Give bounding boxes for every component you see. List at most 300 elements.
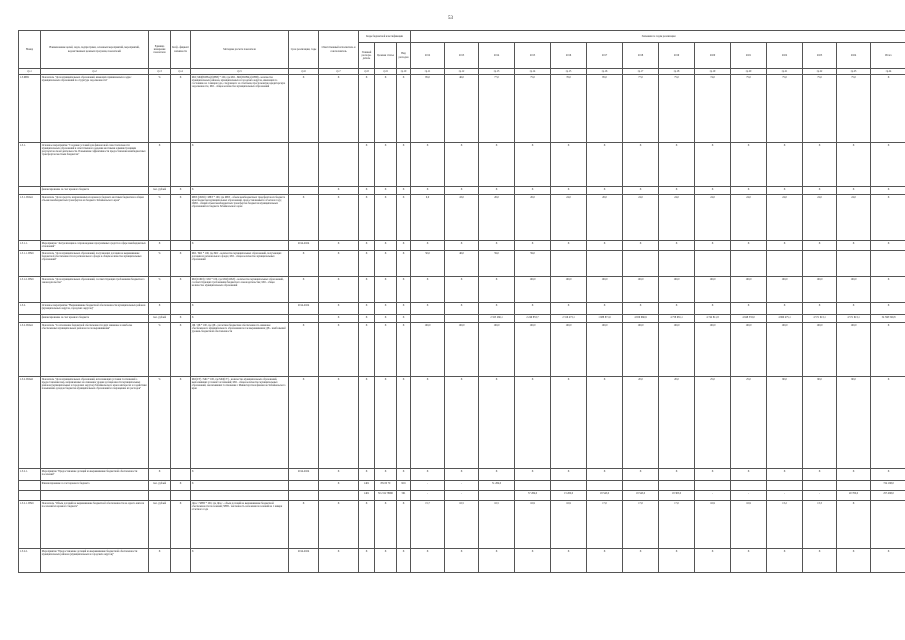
table-cell: 76,0	[551, 75, 587, 143]
table-cell: X	[191, 303, 289, 315]
table-cell	[171, 143, 191, 187]
table-cell: 2014-2024	[289, 549, 319, 573]
table-cell: Показатель "Доля средств, направляемых из краевого бюджета местным бюджетам в общем объеме межбюджетных трансфертов из бюджета Забайкальского края"	[41, 195, 149, 241]
table-cell: %	[149, 75, 171, 143]
table-cell: 18 305,0	[659, 491, 695, 501]
table-cell: X	[171, 377, 191, 469]
table-cell: 100,0	[479, 323, 515, 377]
table-cell: X	[397, 143, 411, 187]
table-cell: 57 284,0	[515, 491, 551, 501]
table-cell: X	[587, 143, 623, 187]
table-cell	[19, 481, 41, 491]
table-cell: 20,0	[659, 377, 695, 469]
table-cell: X	[191, 315, 289, 323]
table-cell: X	[411, 377, 445, 469]
table-cell: 16,9	[551, 501, 587, 549]
table-cell: МО(СУ) / МО * 100, где МО(СУ) - количество муниципальных образований, выполнивших условия Соглашений; МО - общее количество муниципальных образований, заключивших Соглашения с Министерством финансов Забайкальского края	[191, 377, 289, 469]
table-cell: 100,0	[445, 323, 479, 377]
table-cell: X	[587, 377, 623, 469]
table-cell: X	[731, 143, 767, 187]
table-cell: 4 571 613,1	[837, 315, 871, 323]
table-cell: X	[397, 251, 411, 277]
column-number-cell: гр.20	[731, 69, 767, 75]
table-cell: 100,0	[515, 323, 551, 377]
table-cell	[289, 315, 319, 323]
col-header-budget-codes: Коды бюджетной классификации	[359, 31, 411, 43]
table-cell: 2 316 473,1	[551, 315, 587, 323]
table-cell: 75,0	[731, 75, 767, 143]
table-cell: X	[695, 469, 731, 481]
table-cell: 54 598 329,8	[871, 315, 905, 323]
table-cell: 46,0	[445, 75, 479, 143]
table-cell: МО; МО(ПОНА)/(ОНИ) * 100, где МО - МО(ПОНА)/(ОНИ) - количество муниципальных районов, муниципальных и городских округов, имеющих по состоянию на 1 января года, следующего за отчетным, просроченную кредиторскую задолженность; МО - общее количество муниципальных образований	[191, 75, 289, 143]
table-cell	[289, 187, 319, 195]
table-cell: 1.3.2. ПОм1	[19, 323, 41, 377]
table-cell: X	[623, 241, 659, 251]
table-cell: X	[411, 187, 445, 195]
table-cell: 100,0	[411, 323, 445, 377]
table-cell: X	[445, 277, 479, 303]
table-cell: Финансирование за счет краевого бюджета	[41, 481, 149, 491]
table-cell	[695, 481, 731, 491]
column-number-cell: гр.4	[171, 69, 191, 75]
table-cell: X	[659, 303, 695, 315]
table-cell: X	[319, 549, 359, 573]
table-cell: 59,0	[479, 251, 515, 277]
table-cell: 75,0	[837, 75, 871, 143]
table-cell: X	[551, 549, 587, 573]
table-cell: Мероприятие "Актуализация и сопровождение программных средств в сфере межбюджетных отношений"	[41, 241, 149, 251]
table-cell: 1401	[359, 481, 375, 491]
table-cell: 16,5	[479, 501, 515, 549]
table-cell: X	[411, 469, 445, 481]
table-cell	[551, 481, 587, 491]
table-cell: X	[375, 323, 397, 377]
table-cell: X	[871, 303, 905, 315]
program-table-sheet	[18, 30, 896, 630]
table-cell: 100,0	[837, 277, 871, 303]
table-cell	[319, 491, 359, 501]
table-cell: 13,2	[767, 501, 803, 549]
table-cell: 1.3.2.1. ПМ1	[19, 501, 41, 549]
table-cell: X	[411, 549, 445, 573]
table-cell: X	[731, 187, 767, 195]
column-number-cell: гр.9	[375, 69, 397, 75]
table-cell	[871, 501, 905, 549]
table-cell: X	[375, 469, 397, 481]
table-cell: X	[767, 303, 803, 315]
table-cell: X	[319, 251, 359, 277]
table-cell: X	[659, 187, 695, 195]
table-cell: X	[731, 303, 767, 315]
table-cell: Показатель "Доля муниципальных образований, исполняющих условия Соглашений о предоставлении мер, направленных на снижение уровня дотационности муниципальных районов (муниципальных и городских округов) Забайкальского края в интересах и содействии повышению доходов бюджетов муниципальных образований и сокращению их расходов"	[41, 377, 149, 469]
table-cell: X	[375, 143, 397, 187]
table-cell: X	[397, 549, 411, 573]
table-cell	[803, 251, 837, 277]
table-cell: X	[397, 501, 411, 549]
table-cell: X	[479, 143, 515, 187]
column-number-cell: гр.22	[803, 69, 837, 75]
table-cell: 100,0	[587, 323, 623, 377]
table-cell	[19, 491, 41, 501]
table-cell: 75,0	[515, 75, 551, 143]
table-cell: X	[359, 469, 375, 481]
table-cell: X	[319, 469, 359, 481]
table-cell: %	[149, 195, 171, 241]
table-cell	[411, 315, 445, 323]
table-cell: 85,0	[411, 75, 445, 143]
table-cell	[171, 491, 191, 501]
table-cell: финансирование за счет краевого бюджета	[41, 315, 149, 323]
table-cell: X	[319, 481, 359, 491]
table-cell: X	[375, 251, 397, 277]
table-cell: X	[445, 187, 479, 195]
table-cell: X	[767, 549, 803, 573]
table-cell: 13,3	[803, 501, 837, 549]
table-cell: X	[375, 303, 397, 315]
table-cell: X	[359, 323, 375, 377]
table-cell: 100,0	[803, 323, 837, 377]
table-cell	[551, 251, 587, 277]
table-cell: X	[551, 303, 587, 315]
table-cell: 50,0	[411, 251, 445, 277]
table-cell: 1.3.1. ПОм1	[19, 195, 41, 241]
table-cell: 2014-2024	[289, 469, 319, 481]
table-cell: X	[695, 303, 731, 315]
table-cell: 17,0	[623, 501, 659, 549]
table-cell: 26,0	[479, 195, 515, 241]
table-cell: X	[397, 377, 411, 469]
col-header-term: Срок реализации, годы	[289, 31, 319, 69]
table-cell	[803, 481, 837, 491]
table-cell: X	[871, 241, 905, 251]
table-cell: X	[149, 303, 171, 315]
program-indicators-table	[18, 30, 905, 573]
table-cell: МО / МО * 100, где МО - количество муниципальных образований, получающих дотации из регионального фонда; МО - общее количество муниципальных образований	[191, 251, 289, 277]
table-cell: X	[289, 75, 319, 143]
table-cell: X	[375, 377, 397, 469]
table-cell: X	[319, 75, 359, 143]
table-cell: %	[149, 251, 171, 277]
table-cell: 1.3.2. ПОм2	[19, 377, 41, 469]
table-cell: X	[515, 143, 551, 187]
table-cell	[767, 251, 803, 277]
table-cell: 100,0	[731, 277, 767, 303]
table-cell: Основное мероприятие "Выравнивание бюджетной обеспеченности муниципальных районов (муниципальных округов, городских округов)"	[41, 303, 149, 315]
table-cell: 59,0	[515, 251, 551, 277]
table-cell: X	[803, 549, 837, 573]
table-cell: 77,0	[623, 75, 659, 143]
table-cell: X	[837, 187, 871, 195]
table-cell: X	[837, 469, 871, 481]
table-cell: X	[397, 303, 411, 315]
table-cell: X	[871, 143, 905, 187]
table-row	[19, 277, 905, 303]
table-cell: X	[837, 549, 871, 573]
table-cell: 20,0	[623, 377, 659, 469]
page-number: 53	[448, 16, 453, 21]
table-cell: X	[479, 241, 515, 251]
table-cell: X	[375, 549, 397, 573]
table-cell: X	[551, 377, 587, 469]
table-cell: 4 948 333,0	[731, 315, 767, 323]
table-cell: 46,0	[445, 251, 479, 277]
table-cell: X	[191, 143, 289, 187]
table-cell: 1 988 871,6	[587, 315, 623, 323]
table-cell: X	[149, 143, 171, 187]
table-cell: 4 742 811,8	[695, 315, 731, 323]
table-cell: %	[149, 323, 171, 377]
table-cell: X	[871, 323, 905, 377]
table-cell: X	[397, 277, 411, 303]
table-cell: X	[767, 187, 803, 195]
table-cell: 15,7	[411, 501, 445, 549]
column-number-cell: гр.14	[515, 69, 551, 75]
table-cell: X	[359, 251, 375, 277]
col-header-executor: Ответственный исполнитель и соисполнитель	[319, 31, 359, 69]
table-cell: X	[149, 549, 171, 573]
table-cell: 2014-2024	[289, 303, 319, 315]
table-cell: X	[551, 143, 587, 187]
table-cell: тыс. рублей	[149, 187, 171, 195]
column-number-cell: гр.15	[551, 69, 587, 75]
table-cell: X	[319, 501, 359, 549]
table-cell: X	[319, 323, 359, 377]
table-cell	[515, 481, 551, 491]
table-cell: X	[623, 143, 659, 187]
table-cell: 25,0	[695, 377, 731, 469]
table-cell: X	[731, 549, 767, 573]
table-cell: Показатель "Доля муниципальных образований, имеющих принимаемых в адрес муниципальных образований по структуре задолженности"	[41, 75, 149, 143]
table-cell: 100,0	[587, 277, 623, 303]
table-cell: %	[149, 277, 171, 303]
table-cell: X	[479, 303, 515, 315]
table-cell: X	[319, 377, 359, 469]
table-cell: 100,0	[659, 323, 695, 377]
table-cell: X	[359, 501, 375, 549]
table-cell: 4 659 666,9	[623, 315, 659, 323]
table-cell: X	[515, 549, 551, 573]
table-cell: X	[359, 195, 375, 241]
table-cell: 100,0	[551, 323, 587, 377]
table-row	[19, 251, 905, 277]
table-cell: X	[171, 75, 191, 143]
table-cell: X	[731, 241, 767, 251]
table-cell: тыс. рублей	[149, 315, 171, 323]
table-cell: X	[359, 549, 375, 573]
column-number-cell: гр.16	[587, 69, 623, 75]
table-cell: Показатель "Соотношение бюджетной обеспеченности двух наименее и наиболее обеспеченных муниципальных районов после выравнивания"	[41, 323, 149, 377]
budget-subheader: Главный распоря- дитель	[359, 43, 375, 69]
table-cell: 17,0	[659, 501, 695, 549]
year-header: 2021	[731, 43, 767, 69]
table-cell: X	[587, 303, 623, 315]
table-cell: 100,0	[623, 277, 659, 303]
table-row	[19, 315, 905, 323]
table-cell: X	[171, 501, 191, 549]
table-cell: X	[191, 241, 289, 251]
table-cell: тыс. рублей	[149, 501, 171, 549]
table-cell: X	[289, 277, 319, 303]
table-cell: 1.3.МП1	[19, 75, 41, 143]
table-cell	[731, 251, 767, 277]
table-cell: 2 249 853,7	[515, 315, 551, 323]
table-cell	[289, 143, 319, 187]
table-row	[19, 75, 905, 143]
year-header: 2015	[515, 43, 551, 69]
table-cell: 24,0	[803, 195, 837, 241]
table-cell: X	[397, 323, 411, 377]
table-cell: 4 758 981,1	[659, 315, 695, 323]
table-cell	[767, 481, 803, 491]
table-cell: X	[359, 241, 375, 251]
table-cell: 75,0	[659, 75, 695, 143]
column-number-cell: гр.5	[191, 69, 289, 75]
table-row	[19, 195, 905, 241]
table-cell: 100,0	[767, 323, 803, 377]
table-cell: X	[149, 469, 171, 481]
table-cell: X01	[397, 481, 411, 491]
budget-subheader: Целевая статья	[375, 43, 397, 69]
table-cell: X	[359, 187, 375, 195]
column-number-cell: гр.18	[659, 69, 695, 75]
table-cell: 16,9	[731, 501, 767, 549]
table-cell: 24,0	[695, 195, 731, 241]
table-cell: X	[479, 277, 515, 303]
year-header: 2018	[623, 43, 659, 69]
table-cell: -	[767, 491, 803, 501]
table-cell: -	[411, 481, 445, 491]
table-cell	[587, 251, 623, 277]
table-cell: X	[319, 195, 359, 241]
table-cell: X	[319, 315, 359, 323]
table-cell	[731, 481, 767, 491]
table-cell: 74,0	[695, 75, 731, 143]
table-cell: X	[375, 241, 397, 251]
table-cell: X	[695, 549, 731, 573]
table-cell: X	[319, 241, 359, 251]
column-number-cell: гр.12	[445, 69, 479, 75]
table-cell	[41, 491, 149, 501]
table-cell: X	[191, 187, 289, 195]
table-row	[19, 481, 905, 491]
table-cell: X	[515, 241, 551, 251]
table-cell: 16,5	[445, 501, 479, 549]
table-cell: 100,0	[695, 277, 731, 303]
table-cell: X	[375, 75, 397, 143]
table-cell: 100,0	[515, 277, 551, 303]
col-header-coef: Коэф- фициент значимости	[171, 31, 191, 69]
table-cell: 25,0	[731, 377, 767, 469]
table-cell: 16,9	[695, 501, 731, 549]
table-cell: 16,9	[515, 501, 551, 549]
table-cell: X	[515, 303, 551, 315]
table-cell	[19, 315, 41, 323]
table-cell: X	[731, 469, 767, 481]
table-cell: X	[837, 501, 871, 549]
column-number-cell: гр.10	[397, 69, 411, 75]
column-number-cell: гр.8	[359, 69, 375, 75]
table-cell: 90,0	[767, 377, 803, 469]
year-header: 2016	[551, 43, 587, 69]
col-header-unit: Единица измерения показателя	[149, 31, 171, 69]
table-cell: МО(СОБЛ) / МО * 100, где МО(СОБЛ) - количество муниципальных образований, соответствующих требованиям бюджетного законодательства; МО - общее количество муниципальных образований	[191, 277, 289, 303]
table-cell	[191, 491, 289, 501]
table-cell: 75,0	[767, 75, 803, 143]
table-row	[19, 187, 905, 195]
column-number-cell: гр.7	[319, 69, 359, 75]
table-cell: 75,0	[803, 75, 837, 143]
table-row	[19, 491, 905, 501]
table-cell: 0,0	[411, 195, 445, 241]
table-row	[19, 143, 905, 187]
column-number-cell: гр.24	[871, 69, 905, 75]
table-cell: 100,0	[731, 323, 767, 377]
table-cell: 90,0	[803, 377, 837, 469]
table-cell: X	[623, 187, 659, 195]
table-cell: 51 284,0	[479, 481, 515, 491]
table-cell: 1.3.2.	[19, 303, 41, 315]
table-cell	[171, 469, 191, 481]
table-cell: X	[871, 75, 905, 143]
table-row	[19, 303, 905, 315]
table-cell: X	[375, 501, 397, 549]
table-cell: X	[171, 277, 191, 303]
table-cell: X	[289, 195, 319, 241]
table-cell: X	[551, 187, 587, 195]
table-cell: X	[587, 549, 623, 573]
table-cell: X	[515, 377, 551, 469]
table-row	[19, 501, 905, 549]
table-cell	[587, 481, 623, 491]
table-cell: -	[803, 491, 837, 501]
table-cell: -	[445, 491, 479, 501]
table-cell: 85,0	[587, 75, 623, 143]
table-cell: X	[411, 241, 445, 251]
year-header: 2019	[659, 43, 695, 69]
table-cell: X	[803, 241, 837, 251]
table-cell: X	[445, 469, 479, 481]
table-cell: X	[289, 251, 319, 277]
column-number-cell: гр.17	[623, 69, 659, 75]
year-header: 2022	[767, 43, 803, 69]
table-cell: 1.3.2.2.	[19, 549, 41, 573]
table-row	[19, 469, 905, 481]
column-number-cell: гр.6	[289, 69, 319, 75]
table-cell: 8X 00 70	[375, 481, 397, 491]
table-cell: 26,0	[515, 195, 551, 241]
table-cell: X	[623, 303, 659, 315]
column-number-cell: гр.2	[41, 69, 149, 75]
table-cell: 43,0	[445, 195, 479, 241]
table-cell: X	[871, 277, 905, 303]
table-cell: X	[359, 75, 375, 143]
table-cell	[623, 251, 659, 277]
table-cell	[149, 491, 171, 501]
table-cell: X	[623, 549, 659, 573]
table-cell	[171, 241, 191, 251]
table-cell: -	[695, 491, 731, 501]
table-cell: X	[359, 303, 375, 315]
table-cell: X	[445, 303, 479, 315]
table-cell: X	[397, 469, 411, 481]
table-cell: 26,0	[587, 195, 623, 241]
table-cell: X	[411, 277, 445, 303]
table-cell: 100,0	[551, 277, 587, 303]
col-header-values: Значения по годам реализации	[411, 31, 905, 43]
table-cell: X	[411, 143, 445, 187]
table-cell: X	[375, 315, 397, 323]
